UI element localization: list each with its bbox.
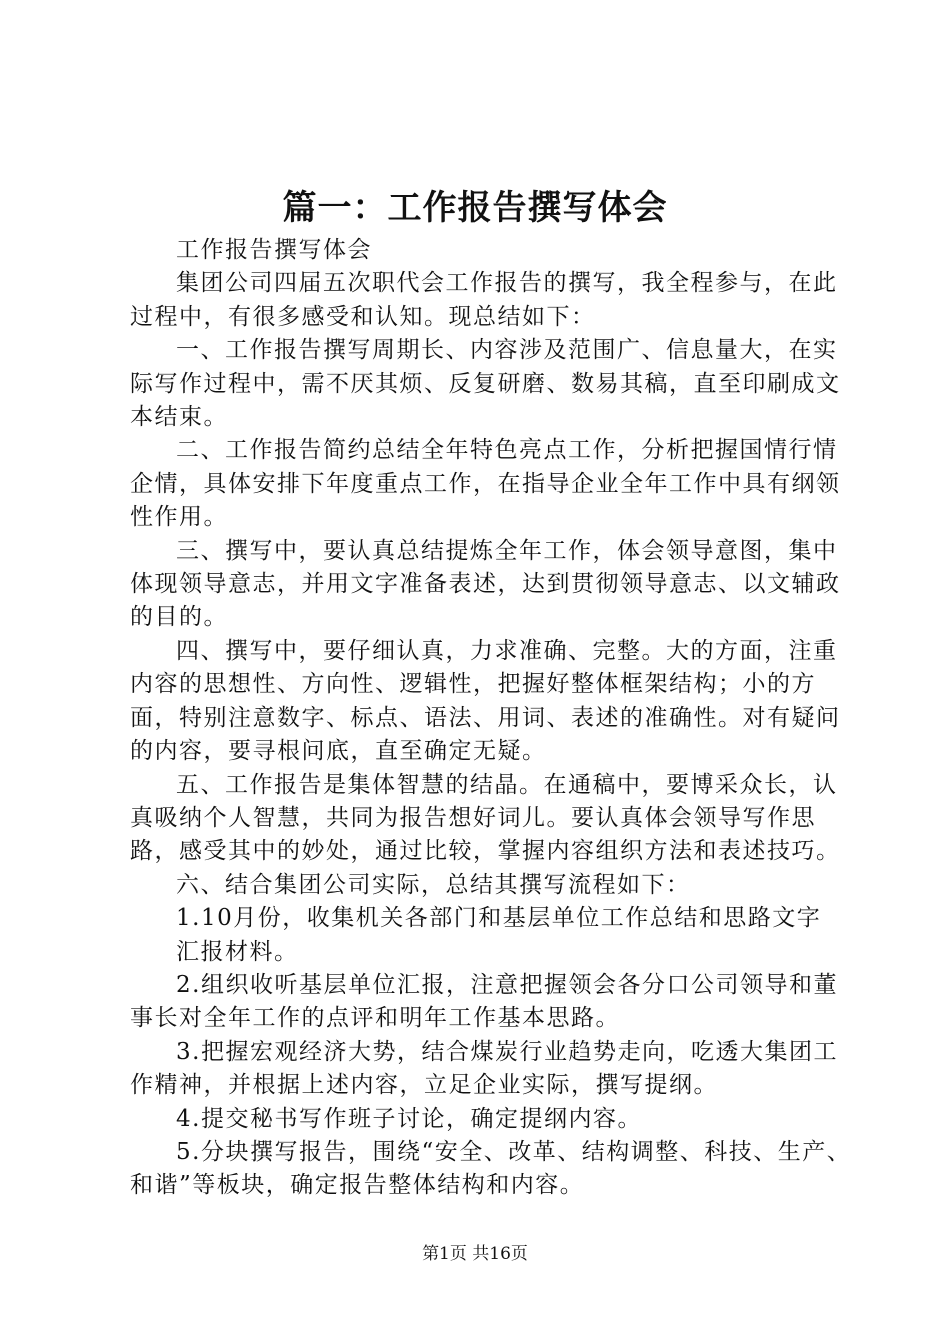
paragraph-point-2: 二、工作报告简约总结全年特色亮点工作，分析把握国情行情企情，具体安排下年度重点工作，在指导企业全年工作中具有纲领性作用。: [130, 437, 841, 531]
paragraph-point-6: 六、结合集团公司实际，总结其撰写流程如下：: [176, 871, 691, 898]
paragraph-step-4: 4.提交秘书写作班子讨论，确定提纲内容。: [176, 1105, 642, 1132]
paragraph-point-1: 一、工作报告撰写周期长、内容涉及范围广、信息量大，在实际写作过程中，需不厌其烦、反复研磨、数易其稿，直至印刷成文本结束。: [130, 337, 841, 431]
paragraph-step-1: 1.10月份，收集机关各部门和基层单位工作总结和思路文字: [176, 905, 822, 932]
paragraph-intro: 集团公司四届五次职代会工作报告的撰写，我全程参与，在此过程中，有很多感受和认知。现总结如下：: [130, 270, 838, 330]
paragraph-subtitle: 工作报告撰写体会: [176, 237, 372, 263]
paragraph-step-2: 2.组织收听基层单位汇报，注意把握领会各分口公司领导和董事长对全年工作的点评和明年工作基本思路。: [130, 971, 838, 1032]
document-title: 篇一：工作报告撰写体会: [282, 188, 668, 228]
paragraph-step-1-continued: 汇报材料。: [176, 938, 299, 965]
paragraph-point-4: 四、撰写中，要仔细认真，力求准确、完整。大的方面，注重内容的思想性、方向性、逻辑性，把握好整体框架结构；小的方面，特别注意数字、标点、语法、用词、表述的准确性。对有疑问的内容，要寻根问底，直至确定无疑。: [130, 637, 841, 765]
paragraph-point-3: 三、撰写中，要认真总结提炼全年工作，体会领导意图，集中体现领导意志，并用文字准备表述，达到贯彻领导意志、以文辅政的目的。: [130, 537, 841, 631]
paragraph-step-5: 5.分块撰写报告，围绕“安全、改革、结构调整、科技、生产、和谐”等板块，确定报告整体结构和内容。: [130, 1138, 852, 1199]
page-number: 第1页 共16页: [422, 1244, 528, 1264]
document-body: [130, 234, 855, 1203]
paragraph-step-3: 3.把握宏观经济大势，结合煤炭行业趋势走向，吃透大集团工作精神，并根据上述内容，立足企业实际，撰写提纲。: [130, 1038, 838, 1099]
paragraph-point-5: 五、工作报告是集体智慧的结晶。在通稿中，要博采众长，认真吸纳个人智慧，共同为报告想好词儿。要认真体会领导写作思路，感受其中的妙处，通过比较，掌握内容组织方法和表述技巧。: [130, 771, 841, 865]
